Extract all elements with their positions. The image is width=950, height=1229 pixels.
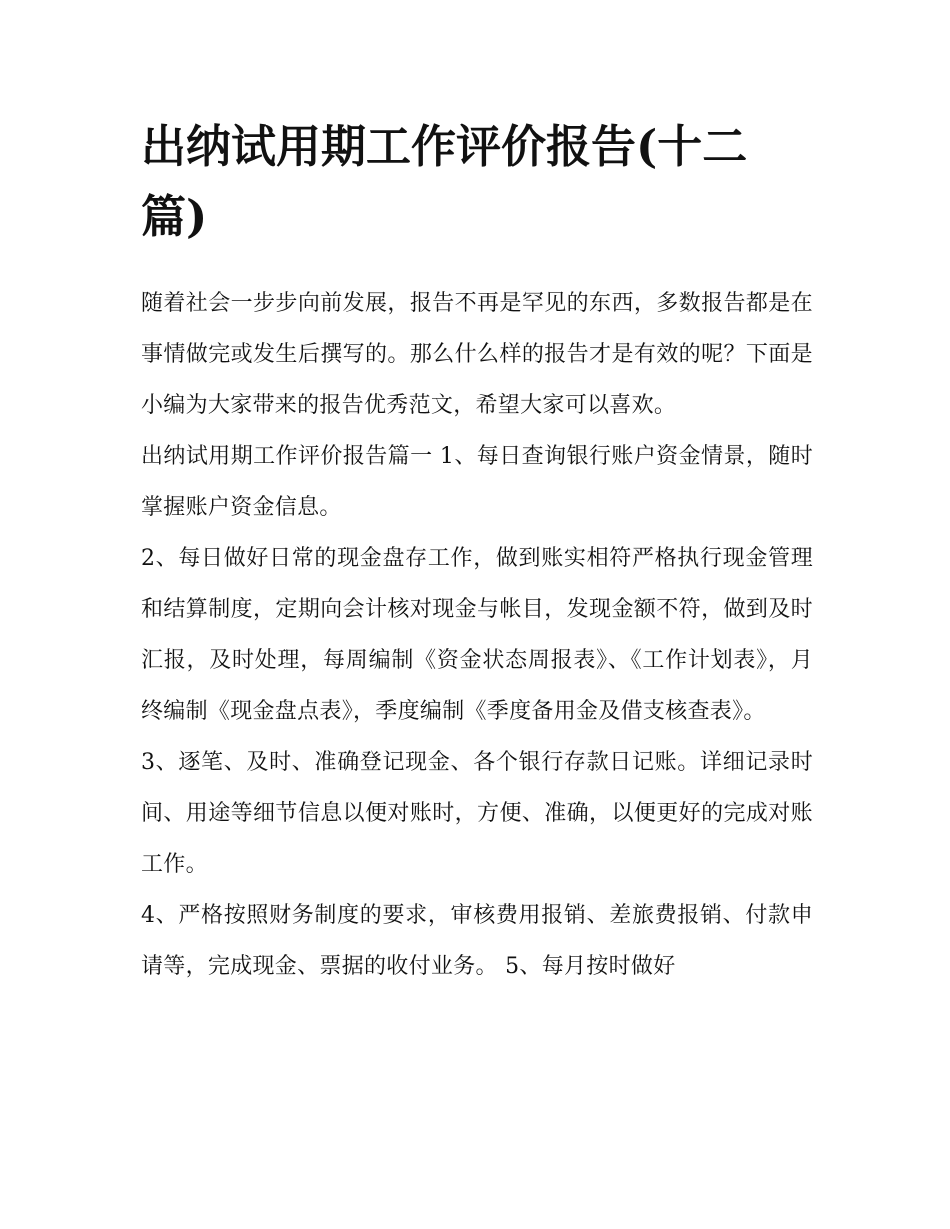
document-title: 出纳试用期工作评价报告(十二篇): [141, 120, 748, 243]
document-body: [141, 112, 813, 992]
section-one-paragraph: 出纳试用期工作评价报告篇一 1、每日查询银行账户资金情景，随时掌握账户资金信息。: [141, 444, 813, 520]
item-2-paragraph: 2、每日做好日常的现金盘存工作，做到账实相符严格执行现金管理和结算制度，定期向会计核对现金与帐目，发现金额不符，做到及时汇报，及时处理，每周编制《资金状态周报表》、《工作计划表》，月终编制《现金盘点表》，季度编制《季度备用金及借支核查表》。: [141, 546, 813, 724]
intro-paragraph: 随着社会一步步向前发展，报告不再是罕见的东西，多数报告都是在事情做完或发生后撰写的。那么什么样的报告才是有效的呢？下面是小编为大家带来的报告优秀范文，希望大家可以喜欢。: [141, 291, 813, 418]
item-3-paragraph: 3、逐笔、及时、准确登记现金、各个银行存款日记账。详细记录时间、用途等细节信息以便对账时，方便、准确，以便更好的完成对账工作。: [141, 750, 813, 877]
item-4-paragraph: 4、严格按照财务制度的要求，审核费用报销、差旅费报销、付款申请等，完成现金、票据的收付业务。 5、每月按时做好: [141, 903, 813, 979]
